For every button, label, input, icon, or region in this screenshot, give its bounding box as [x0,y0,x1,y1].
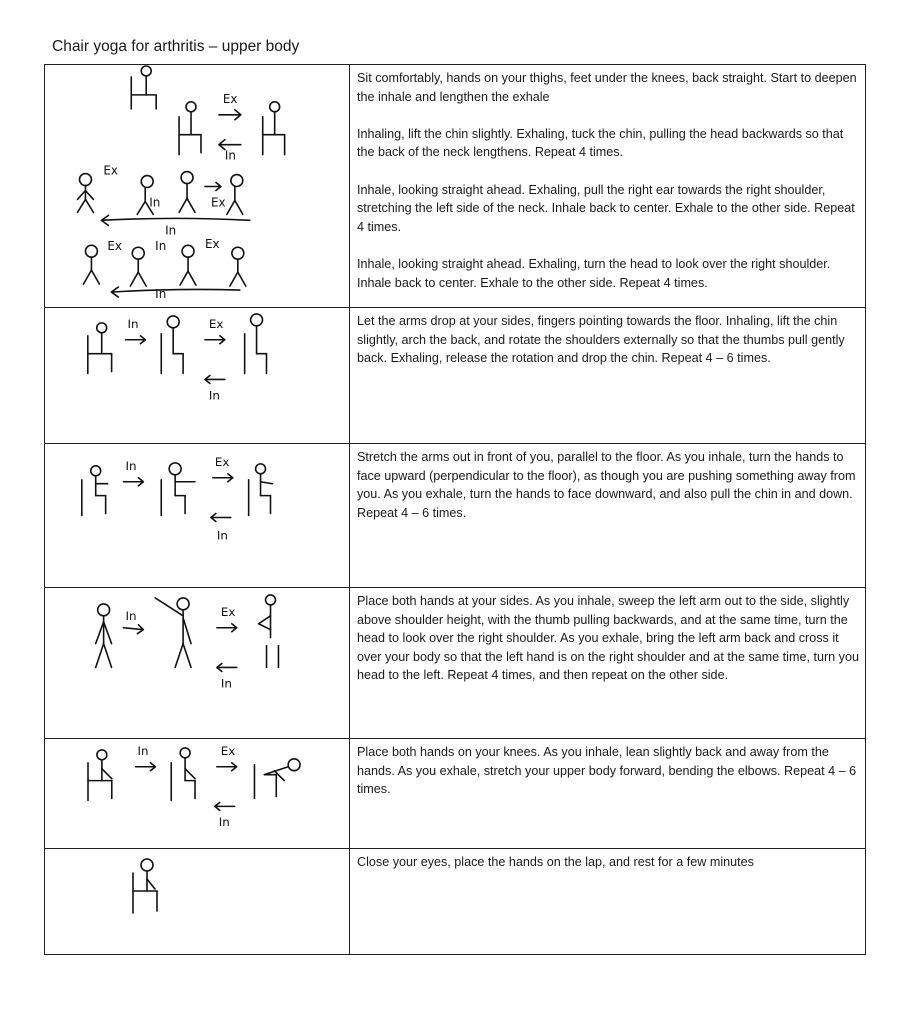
svg-text:In: In [127,316,139,331]
instruction-text: Place both hands on your knees. As you inhale, lean slightly back and away from the hands. As you exhale, stretch your upper body forward, bending the elbows. Repeat 4 – 6 times. [357,745,857,797]
svg-text:Ex: Ex [220,743,236,758]
svg-text:In: In [149,195,161,210]
instruction-text: Sit comfortably, hands on your thighs, feet under the knees, back straight. Start to deepen the inhale and lengthen the exhale Inhaling, lift the chin slightly. Exhaling, tuck the chin, pulling the head backwards so that the back of the neck lengthens. Repeat 4 times. Inhale, looking straight ahead. Exhaling, pull the right ear towards the right shoulder, stretching the left side of the neck. Inhale back to center. Exhale to the other side. Repeat 4 times. Inhale, looking straight ahead. Exhaling, turn the head to look over the right shoulder. Inhale back to center. Exhale to the other side. Repeat 4 times. [357,71,857,290]
svg-text:Ex: Ex [107,239,122,254]
svg-text:In: In [125,608,137,623]
svg-text:In: In [165,223,177,238]
svg-text:Ex: Ex [103,163,118,178]
exercise-row-shoulder-rotation [45,308,865,444]
svg-text:In: In [155,239,167,254]
stick-figure-illustration [45,444,349,587]
exercise-row-arm-sweep [45,588,865,739]
svg-text:In: In [155,287,167,302]
svg-text:Ex: Ex [220,604,236,619]
svg-text:In: In [137,743,149,758]
stick-figure-illustration [45,308,349,443]
stick-figure-illustration [45,849,349,956]
exercise-row-forward-stretch [45,739,865,849]
instruction-text: Place both hands at your sides. As you inhale, sweep the left arm out to the side, slightly above shoulder height, with the thumb pulling backwards, and at the same time, turn the head to look over the right shoulder. As you exhale, bring the left arm back and cross it over your body so that the left hand is on the right shoulder and at the same time, turn you head to the left. Repeat 4 times, and then repeat on the other side. [357,594,859,683]
svg-text:In: In [125,458,137,473]
svg-text:Ex: Ex [204,237,220,252]
instruction-text: Let the arms drop at your sides, fingers pointing towards the floor. Inhaling, lift the chin slightly, arch the back, and rotate the shoulders externally so that the thumbs pull gently back. Exhaling, release the rotation and drop the chin. Repeat 4 – 6 times. [357,314,845,366]
svg-text:In: In [208,388,220,403]
exhale-label: Ex [222,91,238,106]
stick-figure-illustration [45,65,349,307]
instruction-text: Stretch the arms out in front of you, parallel to the floor. As you inhale, turn the hands to face upward (perpendicular to the floor), as though you are pushing something away from you. As you exhale, turn the hands to face downward, and also pull the chin in and down. Repeat 4 – 6 times. [357,450,856,520]
exercise-row-arm-push [45,444,865,588]
svg-text:Ex: Ex [208,316,224,331]
svg-text:Ex: Ex [210,195,226,210]
stick-figure-illustration [45,739,349,848]
stick-figure-illustration [45,588,349,738]
exercise-row-neck [45,65,865,308]
svg-text:In: In [218,815,230,830]
svg-text:In: In [220,676,232,691]
exercise-row-rest [45,849,865,956]
svg-text:In: In [216,528,228,543]
instruction-text: Close your eyes, place the hands on the lap, and rest for a few minutes [357,855,754,869]
inhale-label: In [224,148,236,163]
document-title: Chair yoga for arthritis – upper body [52,38,300,55]
exercise-table [44,64,866,955]
svg-text:Ex: Ex [214,454,230,469]
